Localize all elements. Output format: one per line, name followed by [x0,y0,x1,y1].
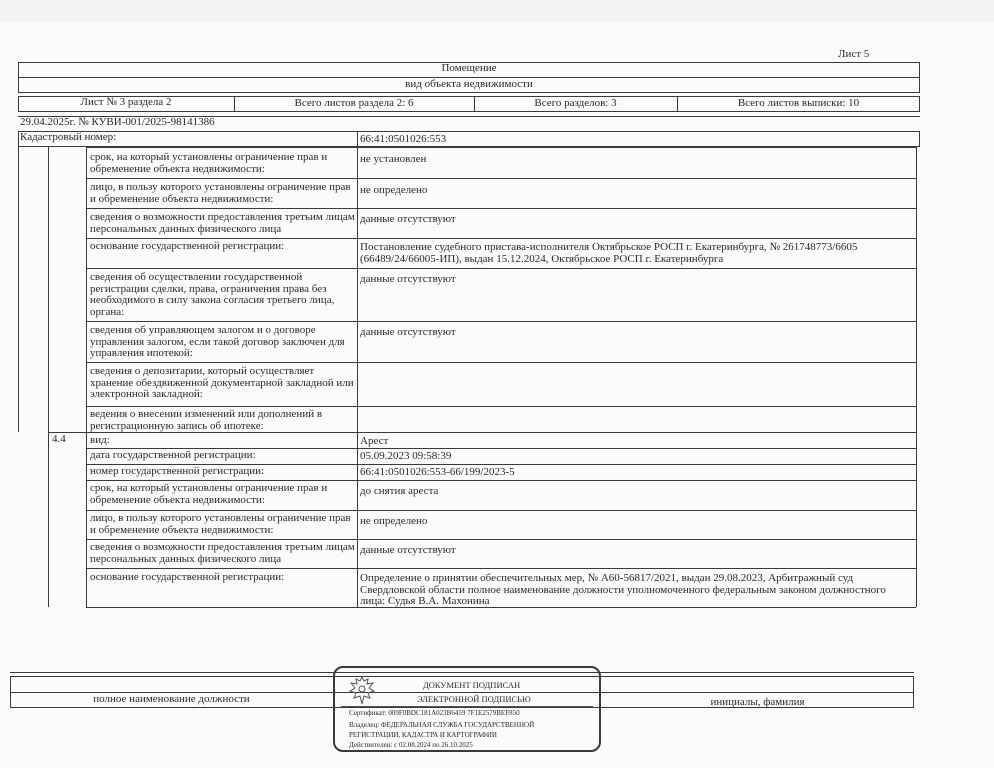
object-type: Помещение [441,62,497,74]
s44-row-3-label: номер государственной регистрации: [90,465,265,477]
row-top-6-label: сведения об управляющем залогом и о договоре управления залогом, если такой договор заключен для управления ипотекой: [90,324,345,359]
s44-row-1-value: Арест [360,435,389,447]
stamp-owner-2: РЕГИСТРАЦИИ, КАДАСТРА И КАРТОГРАФИИ [349,731,497,739]
eagle-emblem-icon [347,674,377,708]
position-label: полное наименование должности [93,693,250,705]
s44-row-6-label: сведения о возможности предоставления третьим лицам персональных данных физического лица [90,541,355,565]
s44-row-7-value: Определение о принятии обеспечительных мер, № А60-56817/2021, выдан 29.08.2023, Арбитражный суд Свердловской области полное наименование должности уполномоченного федеральным законом должностного лица: Судья В.А. Махонина [360,572,886,607]
cadastral-value: 66:41:0501026:553 [360,133,447,145]
row-top-6-value: данные отсутствуют [360,326,456,338]
s44-row-4-label: срок, на который установлены ограничение прав и обременение объекта недвижимости: [90,482,328,506]
row-top-3-label: сведения о возможности предоставления третьим лицам персональных данных физического лица [90,211,355,235]
sheet-section: Лист № 3 раздела 2 [80,96,172,108]
row-top-3-value: данные отсутствуют [360,213,456,225]
row-top-8-label: ведения о внесении изменений или дополнений в регистрационную запись об ипотеке: [90,408,323,432]
total-sheets-section: Всего листов раздела 2: 6 [294,97,414,109]
s44-row-2-value: 05.09.2023 09:58:39 [360,450,452,462]
e-signature-stamp [333,666,601,752]
s44-row-7-label: основание государственной регистрации: [90,571,285,583]
stamp-owner-1: Владелец: ФЕДЕРАЛЬНАЯ СЛУЖБА ГОСУДАРСТВЕННОЙ [349,721,535,729]
row-top-2-label: лицо, в пользу которого установлены ограничение прав и обременение объекта недвижимости: [90,181,351,205]
s44-row-3-value: 66:41:0501026:553-66/199/2023-5 [360,466,515,478]
stamp-validity: Действителен: с 02.08.2024 по 26.10.2025 [349,741,473,749]
s44-row-5-label: лицо, в пользу которого установлены ограничение прав и обременение объекта недвижимости: [90,512,351,536]
total-sections: Всего разделов: 3 [534,97,617,109]
cadastral-label: Кадастровый номер: [20,131,117,143]
page-label: Лист 5 [838,48,870,60]
s44-row-4-value: до снятия ареста [360,485,439,497]
s44-row-5-value: не определено [360,515,428,527]
row-top-1-value: не установлен [360,153,427,165]
stamp-certificate: Сертификат: 009F0BDC181A023B6459 7F1E2579BEF850 [349,709,520,717]
stamp-line-2: ЭЛЕКТРОННОЙ ПОДПИСЬЮ [417,694,531,704]
document-page [0,22,994,768]
section-number: 4.4 [52,433,66,445]
cadastral-row [18,131,920,147]
row-top-1-label: срок, на который установлены ограничение прав и обременение объекта недвижимости: [90,151,328,175]
object-kind-label: вид объекта недвижимости [405,78,533,90]
row-top-5-value: данные отсутствуют [360,273,456,285]
row-top-4-value: Постановление судебного пристава-исполнителя Октябрьское РОСП г. Екатеринбурга, № 261748773/6605 (66489/24/66005-ИП), выдан 15.12.2024, Октябрьское РОСП г. Екатеринбурга [360,241,858,265]
row-top-4-label: основание государственной регистрации: [90,240,285,252]
initials-label: инициалы, фамилия [710,696,805,708]
row-top-7-label: сведения о депозитарии, который осуществляет хранение обездвиженной документарной закладной или электронной закладной: [90,365,354,400]
s44-row-6-value: данные отсутствуют [360,544,456,556]
s44-row-2-label: дата государственной регистрации: [90,449,256,461]
row-top-5-label: сведения об осуществлении государственной регистрации сделки, права, ограничения права без необходимого в силу закона согласия третьего лица, органа: [90,271,335,318]
row-top-2-value: не определено [360,184,428,196]
stamp-line-1: ДОКУМЕНТ ПОДПИСАН [423,680,521,690]
extract-date-number: 29.04.2025г. № КУВИ-001/2025-98141386 [20,116,215,128]
total-sheets-extract: Всего листов выписки: 10 [737,97,860,109]
s44-row-1-label: вид: [90,434,110,446]
